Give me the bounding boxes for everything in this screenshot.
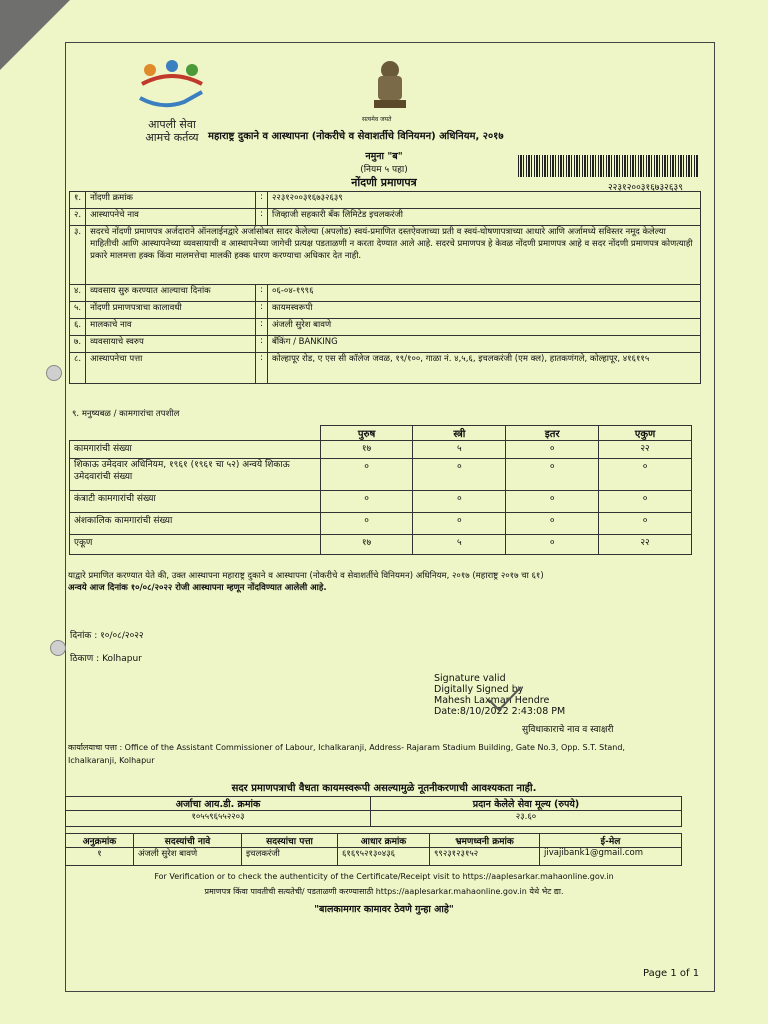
separator: : [256,302,268,319]
table-row [70,513,692,535]
column-header-total: एकुण [599,426,692,441]
workers-section-title: ९. मनुष्यबळ / कामगारांचा तपशील [72,409,180,419]
page-number: Page 1 of 1 [643,968,700,979]
mobile-number-value: ९९२३१२३१५२ [430,848,540,866]
row-label: शिकाऊ उमेदवार अधिनियम, १९६१ (१९६१ चा ५२) अन्वये शिकाऊ उमेदवारांची संख्या [70,459,321,491]
verification-note-english: For Verification or to check the authenticity of the Certificate/Receipt visit to https://aaplesarkar.mahaonline.gov.in [154,872,614,881]
barcode [518,155,698,177]
cell-value: ० [506,535,599,555]
logo-tagline [126,118,218,144]
table-row [70,535,692,555]
cell-value: ० [413,459,506,491]
issue-place: ठिकाण : Kolhapur [70,654,142,664]
email-header: ई-मेल [540,834,682,848]
form-name: नमुना "ब" [365,151,403,162]
cell-value: ५ [413,441,506,459]
registration-number-label: नोंदणी क्रमांक [86,192,256,209]
table-row [70,285,701,302]
registration-number-value: २२३१२००३१६७३२६३९ [268,192,701,209]
serial-number-header: अनुक्रमांक [66,834,134,848]
establishment-name-label: आस्थापनेचे नाव [86,209,256,226]
row-number: ६. [70,319,86,336]
table-row [70,192,701,209]
folded-corner [0,0,70,70]
service-fee-value: २३.६० [371,811,682,827]
signature-line-1: Digitally Signed by [434,684,524,695]
separator: : [256,209,268,226]
table-row [70,209,701,226]
application-table [65,796,682,827]
cell-value: १७ [320,441,413,459]
table-row [70,441,692,459]
certification-line-1: याद्वारे प्रमाणित करण्यात येते की, उक्त आस्थापना महाराष्ट्र दुकाने व आस्थापना (नोकरीचे व सेवाशर्तीचे विनियमन) अधिनियम, २०१७ (महाराष्ट्र २०१७ चा ६१) [68,571,544,581]
aaple-sarkar-logo [132,58,212,116]
address-value: कोल्हापूर रोड, ए एस सी कॉलेज जवळ, १९/१००, गाळा नं. ४,५,६, इचलकरंजी (एम क्ल), हातकणंगले, कोल्हापूर, ४१६११५ [268,353,701,384]
table-row [66,811,682,827]
table-header-row [66,834,682,848]
act-title: महाराष्ट्र दुकाने व आस्थापना (नोकरीचे व सेवाशर्तीचे विनियमन) अधिनियम, २०१७ [208,131,504,142]
child-labour-slogan: "बालकामगार कामावर ठेवणे गुन्हा आहे" [314,904,454,915]
cell-value: ० [506,513,599,535]
emblem-caption: सत्यमेव जयते [362,116,392,123]
cell-value: ० [413,513,506,535]
members-table [65,833,682,866]
business-type-label: व्यवसायाचे स्वरुप [86,336,256,353]
table-row [70,353,701,384]
address-label: आस्थापनेचा पत्ता [86,353,256,384]
logo-line-1: आपली सेवा [148,118,196,131]
separator: : [256,192,268,209]
workers-table [69,425,692,555]
cell-value: ० [506,459,599,491]
validity-note: सदर प्रमाणपत्राची वैधता कायमस्वरूपी असल्यामुळे नूतनीकरणाची आवश्यकता नाही. [231,783,537,794]
national-emblem-icon [368,58,412,114]
member-address-value: इचलकरंजी [242,848,338,866]
table-row [70,319,701,336]
certificate-period-value: कायमस्वरूपी [268,302,701,319]
cell-value: ० [320,459,413,491]
signatory-caption: सुविधाकाराचे नाव व स्वाक्षरी [522,725,614,735]
certificate-period-label: नोंदणी प्रमाणपत्राचा कालावधी [86,302,256,319]
cell-value: ० [506,491,599,513]
barcode-number: २२३१२००३१६७३२६३९ [608,183,683,193]
registration-details-table [69,191,701,384]
table-row [70,336,701,353]
row-label: कंत्राटी कामगारांची संख्या [70,491,321,513]
application-id-value: १०५५९६५५२२०३ [66,811,371,827]
signature-line-2: Mahesh Laxman Hendre [434,695,550,706]
establishment-name-value: जिव्हाजी सहकारी बँक लिमिटेड इचलकरंजी [268,209,701,226]
row-number: ३. [70,226,86,285]
separator: : [256,353,268,384]
signature-valid-text: Signature valid [434,673,506,684]
table-row [70,302,701,319]
row-number: ५. [70,302,86,319]
separator: : [256,336,268,353]
aadhaar-number-value: ६१६९५२१३०४३६ [338,848,430,866]
column-header-male: पुरुष [320,426,413,441]
table-row [70,226,701,285]
service-fee-header: प्रदान केलेले सेवा मूल्य (रुपये) [371,797,682,811]
cell-value: ० [506,441,599,459]
cell-value: ० [599,491,692,513]
header-blank [70,426,321,441]
punch-hole [46,365,62,381]
table-header-row [70,426,692,441]
cell-value: ० [599,513,692,535]
serial-number-value: १ [66,848,134,866]
logo-line-2: आमचे कर्तव्य [145,131,199,144]
cell-value: २२ [599,441,692,459]
row-number: ८. [70,353,86,384]
cell-value: २२ [599,535,692,555]
declaration-text: सदरचे नोंदणी प्रमाणपत्र अर्जदाराने ऑनलाईनद्वारे अर्जासोबत सादर केलेल्या (अपलोड) स्वयं-प्रमाणित दस्तऐवजाच्या प्रती व स्वयं-घोषणापत्राच्या आधारे आणि अर्जामध्ये सविस्तर नमूद केलेल्या माहितीची आणि आस्थापनेच्या व्यवसायाची व आस्थापनेच्या जागेची प्रत्यक्ष पडताळणी न करता देण्यात आले आहे. सदरचे प्रमाणपत्र हे केवळ नोंदणी प्रमाणपत्र आहे व सदर नोंदणी प्रमाणपत्र कोणत्याही प्रकारे मालमत्ता हक्क किंवा मालमत्तेचा मालकी हक्क धारण करण्याचा अधिकार देत नाही. [86,226,701,285]
certificate-title: नोंदणी प्रमाणपत्र [351,176,417,189]
row-label: एकूण [70,535,321,555]
business-start-date-value: ०६-०४-१९९६ [268,285,701,302]
row-number: ७. [70,336,86,353]
owner-name-value: अंजली सुरेश बावणे [268,319,701,336]
aadhaar-number-header: आधार क्रमांक [338,834,430,848]
cell-value: ० [599,459,692,491]
separator: : [256,285,268,302]
cell-value: १७ [320,535,413,555]
business-type-value: बँकिंग / BANKING [268,336,701,353]
table-header-row [66,797,682,811]
cell-value: ५ [413,535,506,555]
member-names-header: सदस्यांची नावे [134,834,242,848]
rule-reference: (नियम ५ पहा) [360,165,408,175]
application-id-header: अर्जाचा आय.डी. क्रमांक [66,797,371,811]
row-number: ४. [70,285,86,302]
table-row [66,848,682,866]
row-label: कामगारांची संख्या [70,441,321,459]
owner-name-label: मालकाचे नाव [86,319,256,336]
row-number: १. [70,192,86,209]
business-start-date-label: व्यवसाय सुरु करण्यात आल्याचा दिनांक [86,285,256,302]
separator: : [256,319,268,336]
certification-line-2: अन्वये आज दिनांक १०/०८/२०२२ रोजी आस्थापना म्हणून नोंदविण्यात आलेली आहे. [68,583,327,593]
cell-value: ० [320,491,413,513]
table-row [70,459,692,491]
issue-date: दिनांक : १०/०८/२०२२ [70,631,144,641]
email-value: jivajibank1@gmail.com [540,848,682,866]
cell-value: ० [413,491,506,513]
punch-hole [50,640,66,656]
signature-line-3: Date:8/10/2022 2:43:08 PM [434,706,566,717]
office-address-line-2: Ichalkaranji, Kolhapur [68,756,155,765]
column-header-female: स्त्री [413,426,506,441]
signature-check-icon [485,684,525,714]
member-address-header: सदस्यांचा पत्ता [242,834,338,848]
member-name-value: अंजली सुरेश बावणे [134,848,242,866]
row-number: २. [70,209,86,226]
cell-value: ० [320,513,413,535]
office-address-line-1: कार्यालयाचा पत्ता : Office of the Assistant Commissioner of Labour, Ichalkaranji, Address- Rajaram Stadium Building, Gate No.3, Opp. S.T. Stand, [68,743,625,752]
row-label: अंशकालिक कामगारांची संख्या [70,513,321,535]
column-header-other: इतर [506,426,599,441]
verification-note-marathi: प्रमाणपत्र किंवा पावतीची सत्यतेची/ पडताळणी करण्यासाठी https://aaplesarkar.mahaonline.gov.in येथे भेट द्या. [204,887,564,896]
mobile-number-header: भ्रमणध्वनी क्रमांक [430,834,540,848]
table-row [70,491,692,513]
